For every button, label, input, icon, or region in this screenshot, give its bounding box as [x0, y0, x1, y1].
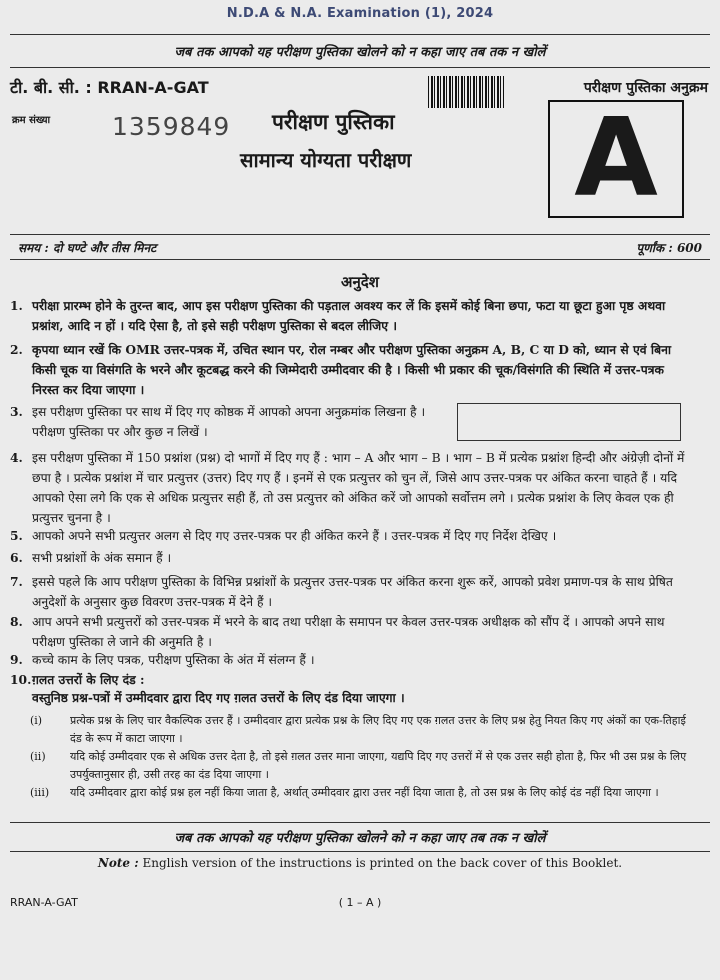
penalty-text: यदि कोई उम्मीदवार एक से अधिक उत्तर देता है, तो इसे ग़लत उत्तर माना जाएगा, यद्यपि दिए गए उत्तरों में से एक उत्तर सही होता है, फिर भी उस प्रश्न के लिए उपर्युक्तानुसार ही, उसी तरह का दंड दिया जाएगा ।: [70, 750, 687, 781]
instruction-item: [10, 548, 688, 568]
handwritten-exam-note: N.D.A & N.A. Examination (1), 2024: [226, 6, 494, 21]
instruction-text: परीक्षा प्रारम्भ होने के तुरन्त बाद, आप इस परीक्षण पुस्तिका की पड़ताल अवश्य कर लें कि इसमें कोई बिना छपा, फटा या छूटा हुआ पृष्ठ अथवा प्रश्नांश, आदि न हों । यदि ऐसा है, तो इसे सही परीक्षण पुस्तिका से बदल लीजिए ।: [32, 298, 666, 333]
booklet-title: परीक्षण पुस्तिका: [272, 109, 395, 134]
instruction-text: सभी प्रश्नांशों के अंक समान हैं ।: [32, 551, 172, 565]
instruction-text: इस परीक्षण पुस्तिका में 150 प्रश्नांश (प्रश्न) दो भागों में दिए गए हैं : भाग – A और भाग – B । भाग – B में प्रत्येक प्रश्नांश हिन्दी और अंग्रेज़ी दोनों में छपा है । प्रत्येक प्रश्नांश में चार प्रत्युत्तर (उत्तर) दिए गए हैं । इनमें से एक प्रत्युत्तर को चुन लें, जिसे आप उत्तर-पत्रक पर अंकित करना चाहते हैं । यदि आपको ऐसा लगे कि एक से अधिक प्रत्युत्तर सही हैं, तो उस प्रत्युत्तर को अंकित करें जो आपको सर्वोत्तम लगे । प्रत्येक प्रश्नांश के लिए केवल एक ही प्रत्युत्तर चुनना है ।: [32, 451, 685, 525]
footer-code: RRAN-A-GAT: [10, 896, 78, 909]
instruction-item: [10, 296, 688, 336]
bottom-warning-text: जब तक आपको यह परीक्षण पुस्तिका खोलने को न कहा जाए तब तक न खोलें: [174, 831, 546, 846]
penalty-text: यदि उम्मीदवार द्वारा कोई प्रश्न हल नहीं किया जाता है, अर्थात् उम्मीदवार द्वारा उत्तर नहीं दिया जाता है, तो उस प्रश्न के लिए कोई दंड नहीं दिया जाएगा ।: [70, 786, 659, 799]
penalty-number: (iii): [30, 786, 50, 799]
series-letter: A: [574, 96, 658, 221]
instruction-number: 4.: [10, 450, 23, 465]
instruction-number: 3.: [10, 404, 23, 419]
serial-number: 1359849: [112, 112, 231, 141]
exam-meta-bar: [10, 234, 710, 260]
penalty-heading: वस्तुनिष्ठ प्रश्न-पत्रों में उम्मीदवार द्वारा दिए गए ग़लत उत्तरों के लिए दंड दिया जाएगा ।: [32, 690, 405, 705]
tbc-code: टी. बी. सी. : RRAN-A-GAT: [10, 78, 209, 97]
instruction-item: [10, 340, 688, 400]
top-warning-text: जब तक आपको यह परीक्षण पुस्तिका खोलने को न कहा जाए तब तक न खोलें: [174, 45, 546, 60]
serial-label: क्रम संख्या: [12, 115, 51, 126]
instruction-number: 9.: [10, 652, 23, 667]
instruction-number: 6.: [10, 550, 23, 565]
series-label: परीक्षण पुस्तिका अनुक्रम: [583, 80, 708, 96]
penalty-number: (ii): [30, 750, 46, 763]
roll-number-box[interactable]: [457, 403, 681, 441]
instruction-item: [10, 448, 688, 528]
series-letter-box: [548, 96, 684, 221]
page-number: ( 1 – A ): [338, 896, 382, 909]
top-warning-banner: [10, 34, 710, 68]
instruction-text: आप अपने सभी प्रत्युत्तरों को उत्तर-पत्रक में भरने के बाद तथा परीक्षा के समापन पर केवल उत्तर-पत्रक अधीक्षक को सौंप दें । आपको अपने साथ परीक्षण पुस्तिका ले जाने की अनुमति है ।: [32, 615, 665, 649]
instruction-text: आपको अपने सभी प्रत्युत्तर अलग से दिए गए उत्तर-पत्रक पर ही अंकित करने हैं । उत्तर-पत्रक में दिए गए निर्देश देखिए ।: [32, 529, 557, 543]
instruction-text: इससे पहले कि आप परीक्षण पुस्तिका के विभिन्न प्रश्नांशों के प्रत्युत्तर उत्तर-पत्रक पर अंकित करना शुरू करें, आपको प्रवेश प्रमाण-पत्र के साथ प्रेषित अनुदेशों के अनुसार कुछ विवरण उत्तर-पत्रक में देने हैं ।: [32, 575, 673, 609]
instruction-item: [10, 612, 688, 652]
penalty-text: प्रत्येक प्रश्न के लिए चार वैकल्पिक उत्तर हैं । उम्मीदवार द्वारा प्रत्येक प्रश्न के लिए दिए गए एक ग़लत उत्तर के लिए प्रश्न हेतु नियत किए गए अंकों का एक-तिहाई दंड के रूप में काटा जाएगा ।: [70, 714, 686, 745]
instruction-item: [10, 402, 440, 442]
english-version-note: [0, 856, 720, 870]
bottom-warning-banner: [10, 822, 710, 852]
time-label: समय : दो घण्टे और तीस मिनट: [18, 240, 157, 255]
instruction-text: ग़लत उत्तरों के लिए दंड :: [32, 672, 145, 687]
instruction-text: कृपया ध्यान रखें कि OMR उत्तर-पत्रक में, उचित स्थान पर, रोल नम्बर और परीक्षण पुस्तिका अनुक्रम A, B, C या D को, ध्यान से एवं बिना किसी चूक या विसंगति के भरने और कूटबद्ध करने की जिम्मेदारी उम्मीदवार की है । किसी भी प्रकार की चूक/विसंगति की स्थिति में उत्तर-पत्रक निरस्त कर दिया जाएगा ।: [32, 342, 672, 397]
subject-title: सामान्य योग्यता परीक्षण: [240, 148, 412, 172]
instruction-item: [10, 526, 688, 546]
instruction-text: कच्चे काम के लिए पत्रक, परीक्षण पुस्तिका के अंत में संलग्न हैं ।: [32, 653, 315, 667]
penalty-number: (i): [30, 714, 43, 727]
penalty-item: [30, 712, 688, 748]
instructions-heading: अनुदेश: [341, 273, 379, 291]
instruction-item: [10, 572, 688, 612]
instruction-item: [10, 670, 688, 690]
instruction-number: 5.: [10, 528, 23, 543]
instruction-number: 10.: [10, 672, 32, 687]
penalty-item: [30, 748, 688, 784]
instruction-number: 1.: [10, 298, 23, 313]
penalty-item: [30, 784, 688, 802]
note-label: Note :: [97, 856, 139, 870]
barcode-icon: [428, 76, 504, 108]
instruction-item: [10, 650, 688, 670]
instruction-number: 7.: [10, 574, 23, 589]
note-text: English version of the instructions is printed on the back cover of this Booklet.: [142, 856, 623, 870]
marks-label: पूर्णांक : 600: [636, 240, 702, 255]
instruction-number: 2.: [10, 342, 23, 357]
instruction-text: इस परीक्षण पुस्तिका पर साथ में दिए गए कोष्ठक में आपको अपना अनुक्रमांक लिखना है । परीक्षण पुस्तिका पर और कुछ न लिखें ।: [32, 405, 426, 439]
instruction-number: 8.: [10, 614, 23, 629]
